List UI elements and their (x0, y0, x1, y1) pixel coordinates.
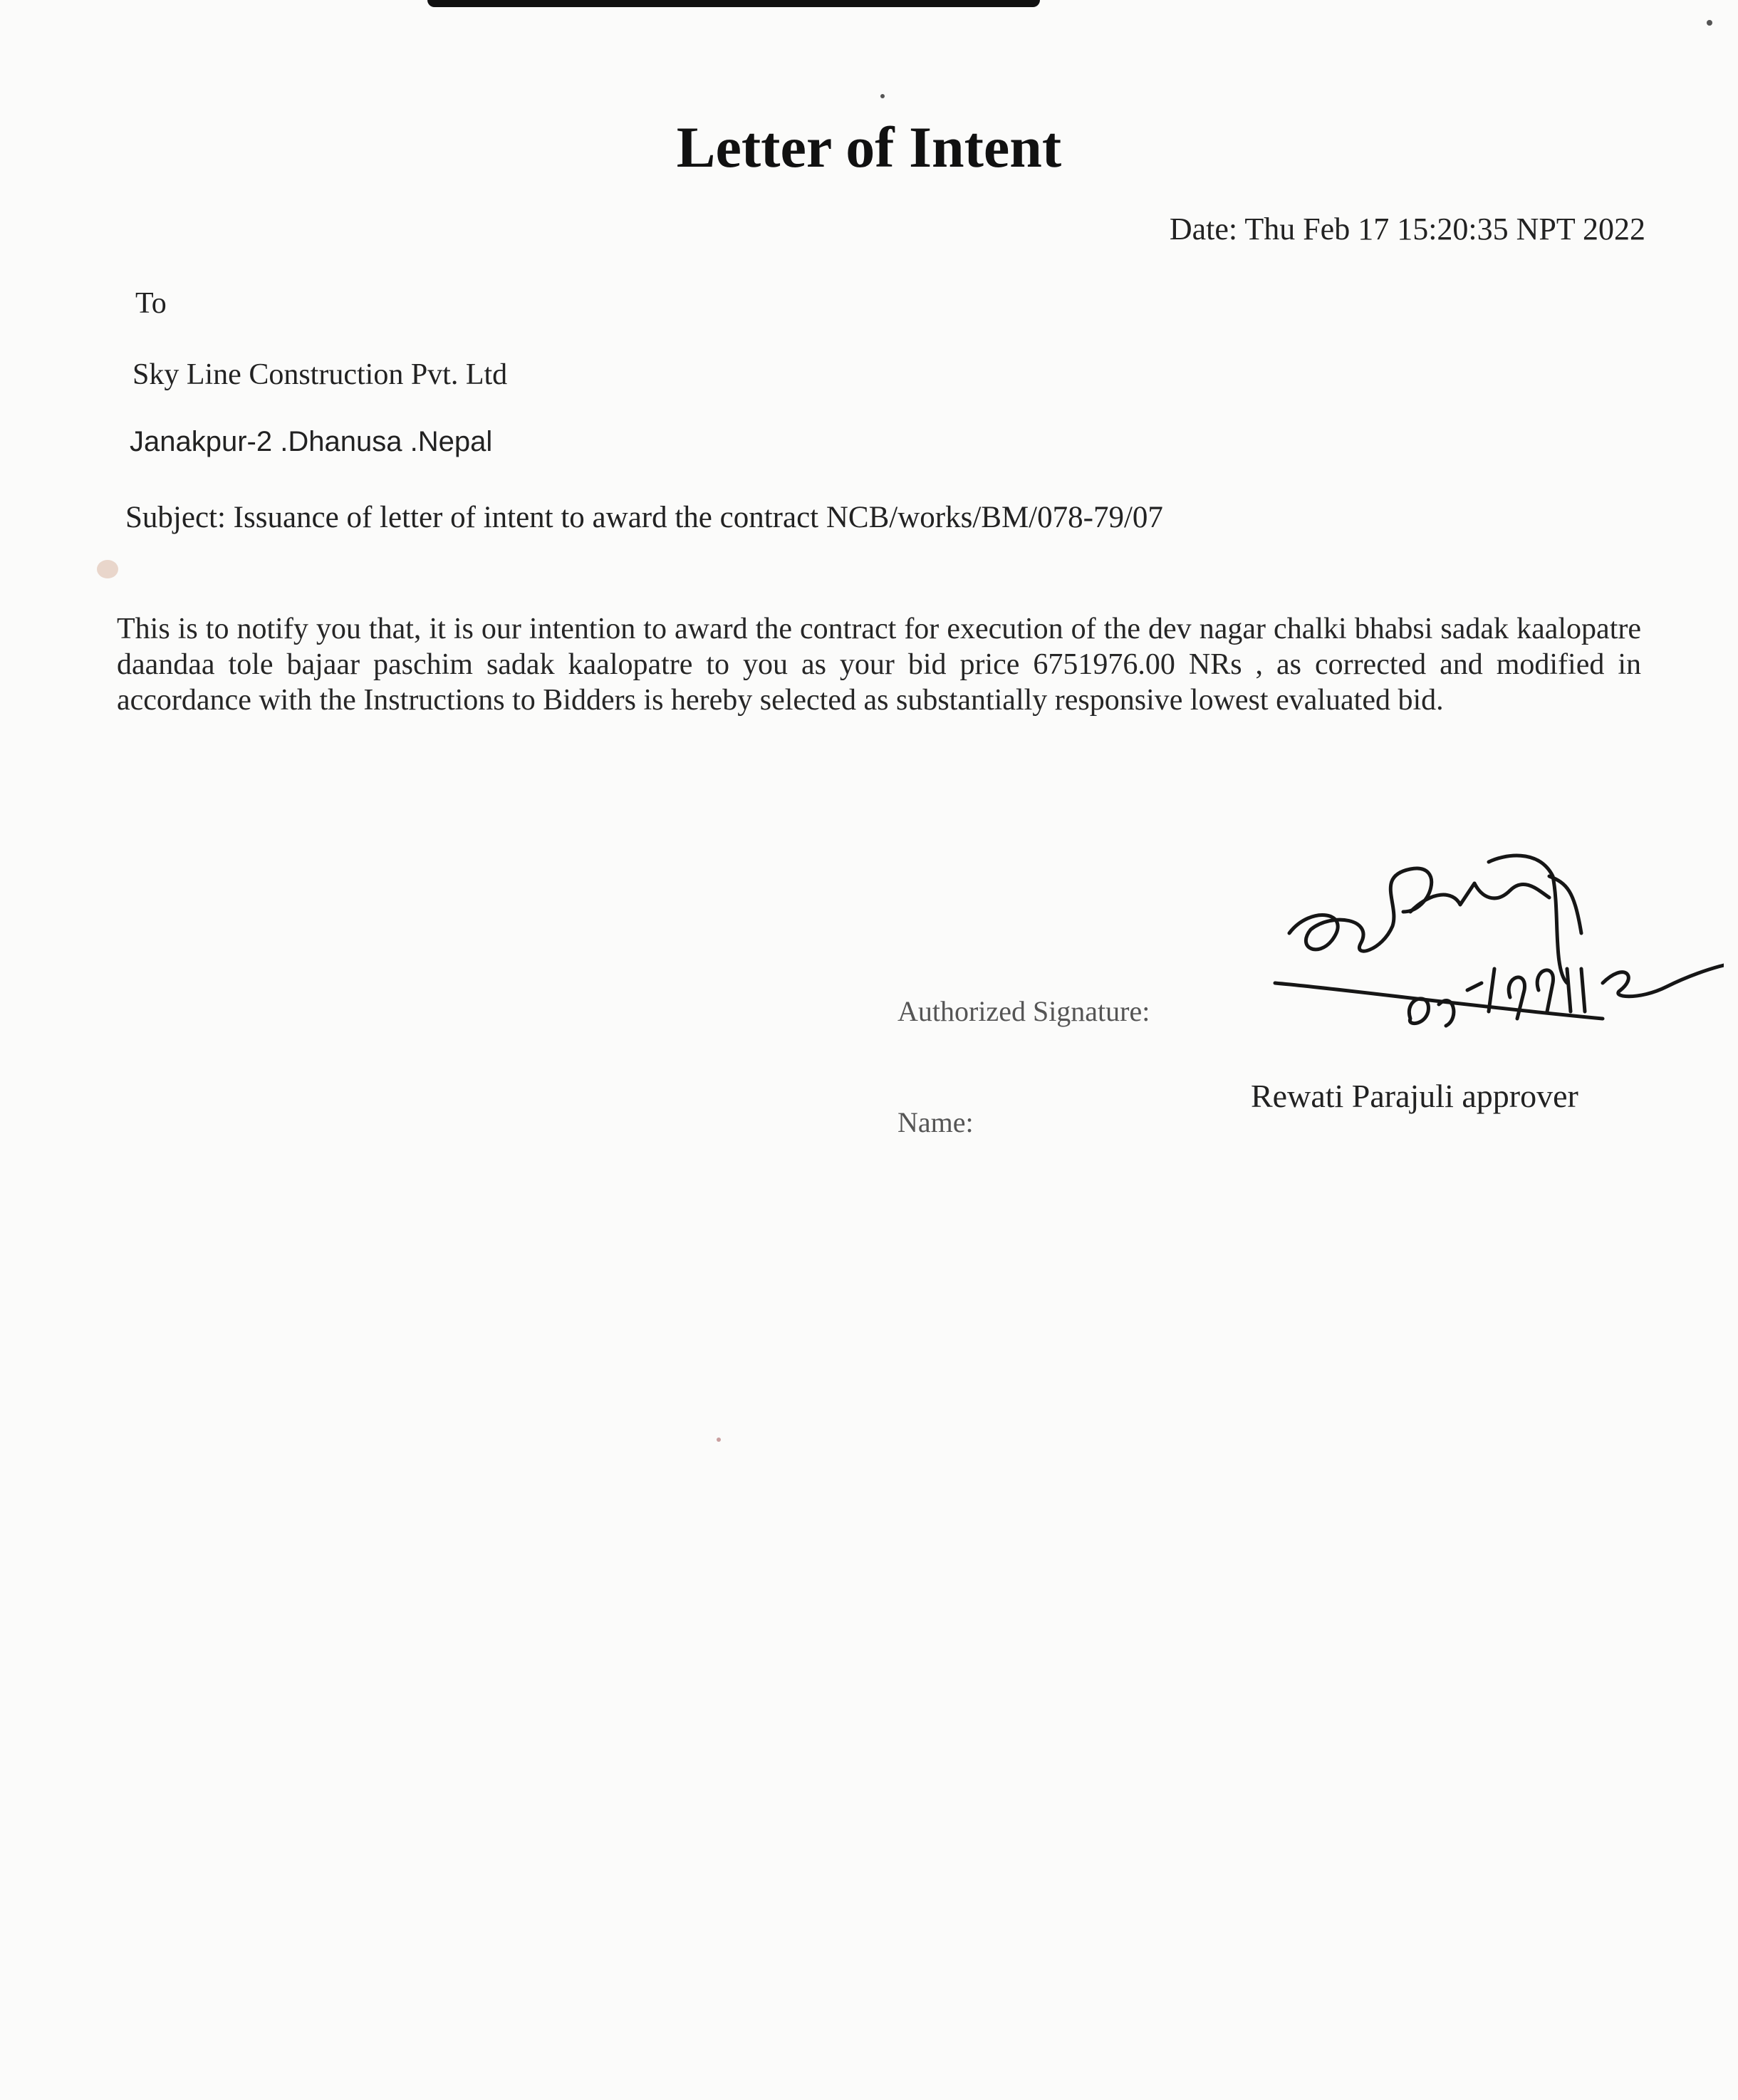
scan-speck (880, 94, 885, 98)
letter-date: Date: Thu Feb 17 15:20:35 NPT 2022 (1169, 212, 1645, 246)
page-top-edge-shadow (427, 0, 1040, 7)
letter-subject: Subject: Issuance of letter of intent to award the contract NCB/works/BM/078-79/07 (125, 501, 1163, 534)
letter-body: This is to notify you that, it is our intention to award the contract for execution of the dev nagar chalki bhabsi sadak kaalopatre daandaa tole bajaar paschim sadak kaalopatre to you as your bid price 6751976.00 NRs , as corrected and modified in accordance with the Instructions to Bidders is hereby selected as substantially responsive lowest evaluated bid. (117, 613, 1641, 717)
document-title: Letter of Intent (676, 115, 1062, 180)
recipient-address: Janakpur-2 .Dhanusa .Nepal (130, 426, 493, 457)
approver-name: Rewati Parajuli approver (1251, 1078, 1578, 1114)
scan-speck (717, 1438, 721, 1442)
to-label: To (135, 287, 167, 320)
scan-stain (97, 560, 118, 578)
recipient-company: Sky Line Construction Pvt. Ltd (132, 358, 508, 391)
name-label: Name: (897, 1106, 974, 1138)
authorized-signature-label: Authorized Signature: (897, 995, 1150, 1027)
handwritten-signature (1268, 805, 1724, 1076)
scan-speck (1707, 20, 1712, 26)
